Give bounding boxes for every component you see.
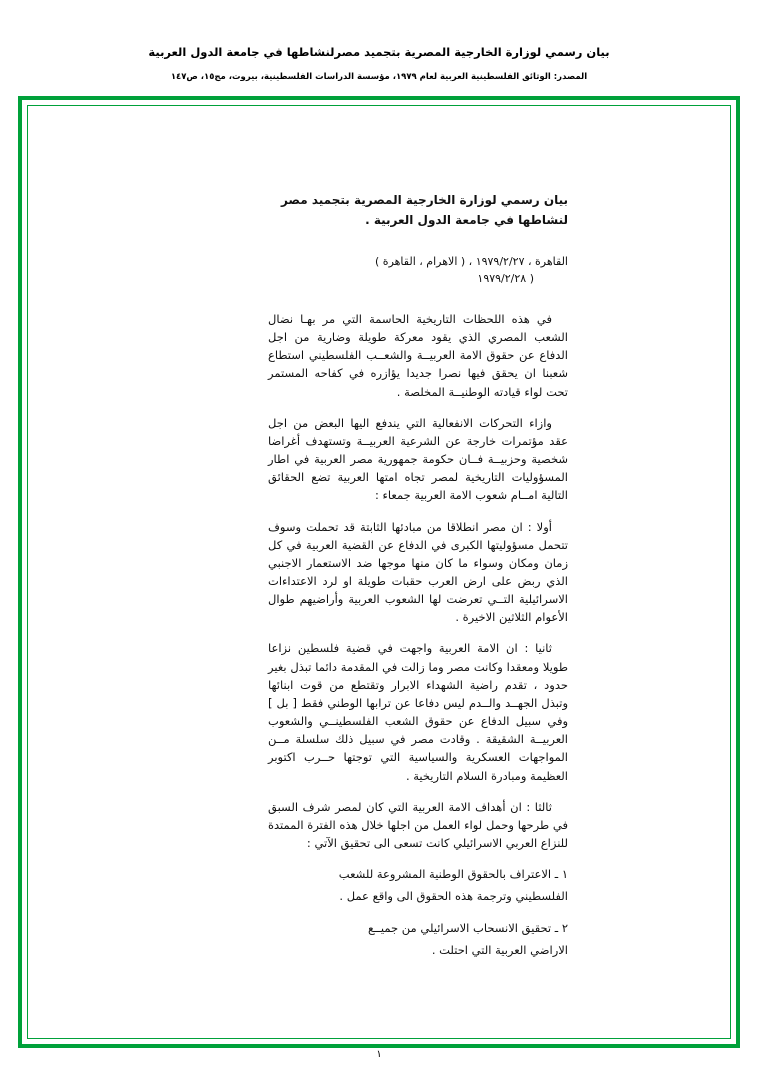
page-title: [268, 190, 568, 231]
paragraph: في هذه اللحظات التاريخية الحاسمة التي مر بهـا نضال الشعب المصري الذي يقود معركة طويلة وضارية من اجل الدفاع عن حقوق الامة العربيــة والشعــب الفلسطيني استطاع شعبنا ان يحقق فيها نصرا جديدا يؤازره في كفاحه المستمر تحت لواء قيادته الوطنيــة المخلصة .: [268, 311, 568, 399]
dateline: [268, 253, 568, 288]
list-item: الاراضي العربية التي احتلت .: [431, 942, 568, 957]
header-source: المصدر: الوثائق الفلسطينية العربية لعام ١٩٧٩، مؤسسة الدراسات الفلسطينية، بيروت، مج١٥، ص١٤٧: [170, 72, 588, 83]
list-item: ٢ ـ تحقيق الانسحاب الاسرائيلي من جميــع: [368, 920, 568, 935]
paragraph: ثانيا : ان الامة العربية واجهت في قضية فلسطين نزاعا طويلا ومعقدا وكانت مصر وما زالت في المقدمة دائما تبذل بغير حدود ، تقدم راضية الشهداء الابرار وتقتطع من قوت ابنائها وتبذل الجهــد والــدم ليس دفاعا عن ترابها الوطني فقط [ بل ] وفي سبيل الدفاع عن حقوق الشعب الفلسطينــي والشعوب العربيــة الشقيقة . وقادت مصر في سبيل ذلك سلسلة مــن المواجهات العسكرية والسياسية التي توجتها حــرب اكتوبر العظيمة ومبادرة السلام التاريخية .: [268, 641, 568, 783]
dateline-line-1: القاهرة ، ١٩٧٩/٢/٢٧ ، ( الاهرام ، القاهرة ): [375, 254, 568, 268]
page-number: ١: [376, 1049, 382, 1060]
paragraph: ثالثا : ان أهداف الامة العربية التي كان لمصر شرف السبق في طرحها وحمل لواء العمل من اجلها خلال هذه الفترة الممتدة للنزاع العربي الاسرائيلي كانت تسعى الى تحقيق الآتي :: [268, 799, 568, 851]
list-item: ١ ـ الاعتراف بالحقوق الوطنية المشروعة للشعب: [338, 867, 568, 882]
document-header: [0, 44, 758, 82]
paragraph: أولا : ان مصر انطلاقا من مبادئها الثابتة قد تحملت وسوف تتحمل مسؤوليتها الكبرى في الدفاع عن القضية العربية في كل زمان ومكان وسواء ما كان منها موجها ضد الاستعمار الاجنبي الذي ربض على ارض العرب حقبات طويلة او لرد الاعتداءات الاسرائيلية التــي تعرضت لها الشعوب العربية وأراضيهم طوال الأعوام الثلاثين الاخيرة .: [268, 519, 568, 625]
dateline-line-2: ( ١٩٧٩/٢/٢٨: [477, 272, 534, 286]
list-item: الفلسطيني وترجمة هذه الحقوق الى واقع عمل .: [339, 889, 568, 904]
header-title: بيان رسمي لوزارة الخارجية المصرية بتجميد مصرلنشاطها في جامعة الدول العربية: [148, 45, 610, 59]
page-title-line-2: لنشاطها في جامعة الدول العربية .: [365, 213, 568, 228]
paragraph: وازاء التحركات الانفعالية التي يندفع اليها البعض من اجل عقد مؤتمرات خارجة عن الشرعية العربيــة وتستهدف أغراضا شخصية وحزبيــة فــان حكومة جمهورية مصر العربية في اطار المسؤوليات التاريخية لمصر تجاه امتها العربية تضع الحقائق التالية امــام شعوب الامة العربية جمعاء :: [268, 415, 568, 503]
page-title-line-1: بيان رسمي لوزارة الخارجية المصرية بتجميد مصر: [280, 193, 568, 207]
document-body: [268, 190, 568, 963]
